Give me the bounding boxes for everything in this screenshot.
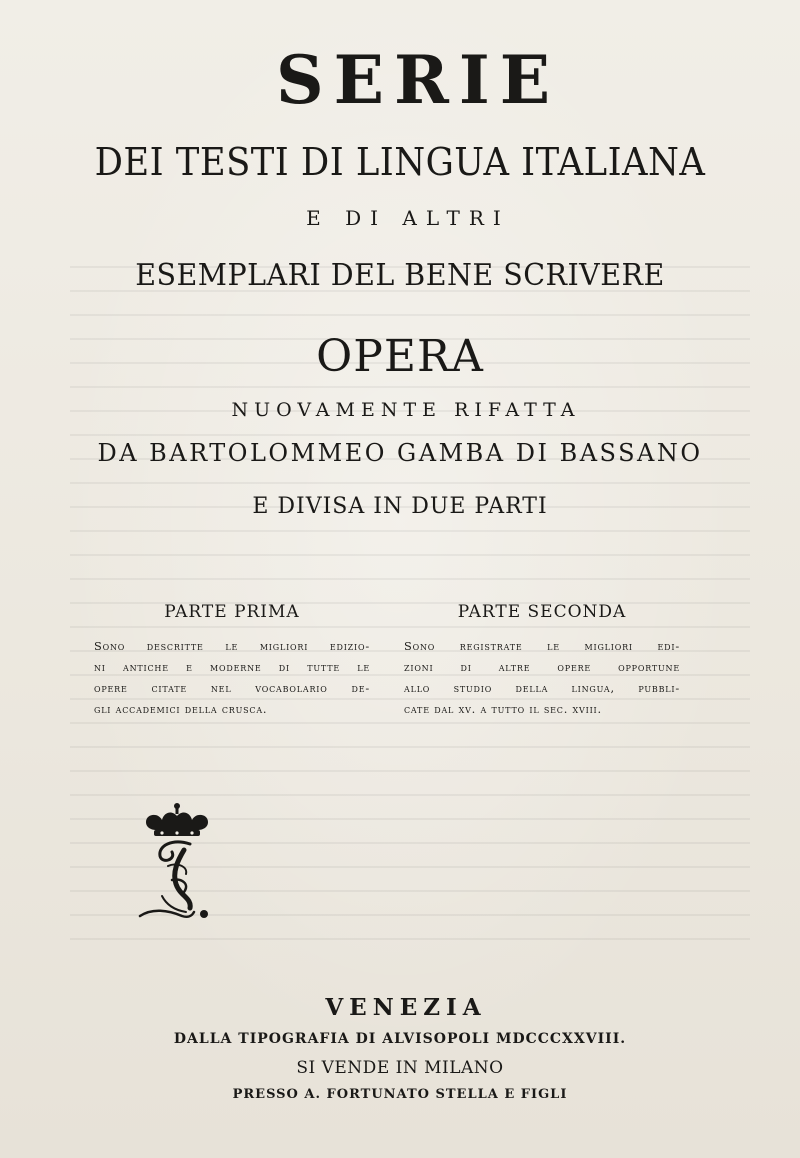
part-two-line: Sono registrate le migliori edi-	[404, 639, 680, 653]
part-two-line: zioni di altre opere opportune	[404, 660, 680, 674]
title-line-6: E DIVISA IN DUE PARTI	[252, 494, 548, 519]
part-two-line: allo studio della lingua, pubbli-	[404, 681, 680, 695]
crowned-monogram-icon	[132, 800, 222, 926]
part-one-line: gli accademici della crusca.	[94, 702, 268, 716]
part-one-column	[94, 600, 370, 720]
part-two-heading: PARTE SECONDA	[457, 602, 627, 622]
part-one-line: Sono descritte le migliori edizio-	[94, 639, 370, 653]
imprint-press: DALLA TIPOGRAFIA DI ALVISOPOLI MDCCCXXVIII.	[173, 1031, 627, 1047]
part-one-line: ni antiche e moderne di tutte le	[94, 660, 370, 674]
part-two-description	[404, 636, 680, 720]
part-two-line: cate dal xv. a tutto il sec. xviii.	[404, 702, 602, 716]
title-line-4: NUOVAMENTE RIFATTA	[231, 399, 581, 421]
title-line-1: DEI TESTI DI LINGUA ITALIANA	[94, 140, 706, 184]
imprint-sold: SI VENDE IN MILANO	[296, 1058, 504, 1078]
title-line-3: ESEMPLARI DEL BENE SCRIVERE	[135, 258, 665, 293]
author-line: DA BARTOLOMMEO GAMBA DI BASSANO	[97, 439, 703, 467]
title-opera: OPERA	[316, 331, 484, 382]
imprint-city: VENEZIA	[325, 994, 487, 1021]
part-one-description	[94, 636, 370, 720]
imprint-seller: PRESSO A. FORTUNATO STELLA E FIGLI	[232, 1087, 568, 1102]
part-one-line: opere citate nel vocabolario de-	[94, 681, 370, 695]
part-one-heading: PARTE PRIMA	[164, 602, 300, 622]
title-line-2: E DI ALTRI	[306, 206, 510, 230]
title-main: SERIE	[276, 41, 560, 119]
part-two-column	[404, 600, 680, 720]
